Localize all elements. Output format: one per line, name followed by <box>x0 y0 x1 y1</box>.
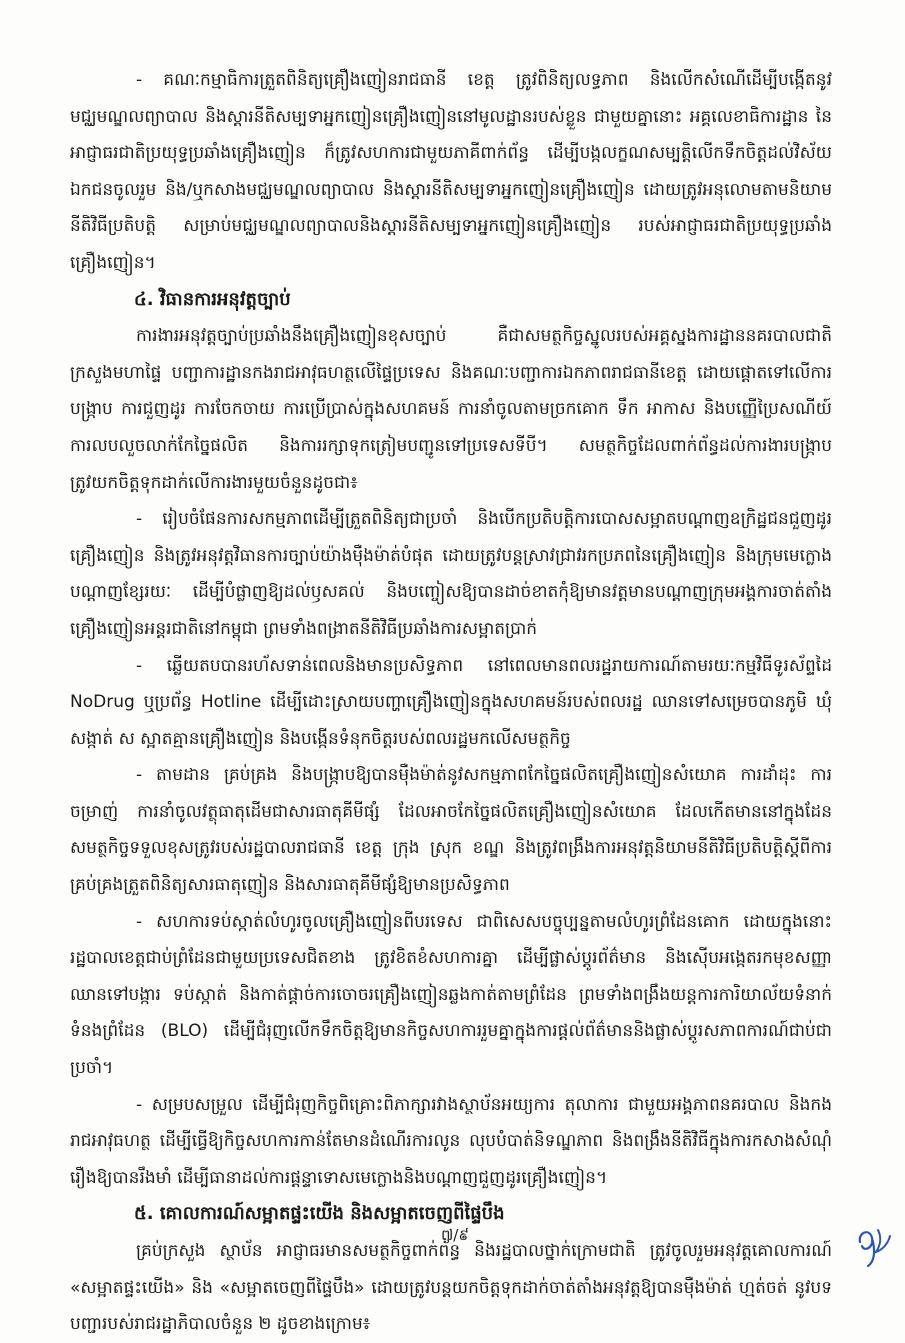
paragraph-committee-treatment: - គណៈកម្មាធិការត្រួតពិនិត្យគ្រឿងញៀនរាជធានី ខេត្ត ត្រូវពិនិត្យលទ្ធភាព និងលើកសំណើដើម្បីបង្កើតនូវមជ្ឈមណ្ឌលព្យាបាល និងស្តារនីតិសម្បទាអ្នកញៀនគ្រឿងញៀននៅមូលដ្ឋានរបស់ខ្លួន ជាមួយគ្នានោះ អគ្គលេខាធិការដ្ឋាន នៃអាជ្ញាធរជាតិប្រយុទ្ធប្រឆាំងគ្រឿងញៀន ក៏ត្រូវសហការជាមួយភាគីពាក់ព័ន្ធ ដើម្បីបង្កលក្ខណសម្បត្តិលើកទឹកចិត្តដល់វិស័យឯកជនចូលរួម និង/ឬកសាងមជ្ឈមណ្ឌលព្យាបាល និងស្តារនីតិសម្បទាអ្នកញៀនគ្រឿងញៀន ដោយត្រូវអនុលោមតាមនិយាមនីតិវិធីប្រតិបត្តិ សម្រាប់មជ្ឈមណ្ឌលព្យាបាលនិងស្តារនីតិសម្បទាអ្នកញៀនគ្រឿងញៀន របស់អាជ្ញាធរជាតិប្រយុទ្ធប្រឆាំងគ្រឿងញៀន។ <box>70 70 832 273</box>
paragraph-action-plan: - រៀបចំផែនការសកម្មភាពដើម្បីត្រួតពិនិត្យជាប្រចាំ និងបើកប្រតិបត្តិការបោសសម្អាតបណ្តាញឧក្រិដ្ឋជនជួញដូរគ្រឿងញៀន និងត្រូវអនុវត្តវិធានការច្បាប់យ៉ាងម៉ឺងម៉ាត់បំផុត ដោយត្រូវបន្តស្រាវជ្រាវរកប្រភពនៃគ្រឿងញៀន និងក្រុមមេក្លោង បណ្តាញខ្សែរយៈ ដើម្បីបំផ្លាញឱ្យដល់ឫសគល់ និងបញ្ចៀសឱ្យបានដាច់ខាតកុំឱ្យមានវត្តមានបណ្តាញក្រុមអង្គការចាត់តាំងគ្រឿងញៀនអន្តរជាតិនៅកម្ពុជា ព្រមទាំងពង្រាតនីតិវិធីប្រឆាំងការសម្អាតប្រាក់ <box>70 509 832 639</box>
paragraph-judicial-coordination: - សម្របសម្រួល ដើម្បីជំរុញកិច្ចពិគ្រោះពិភាក្សារវាងស្ថាប័នអយ្យការ តុលាការ ជាមួយអង្គភាពនគរបាល និងកងរាជអាវុធហត្ថ ដើម្បីធ្វើឱ្យកិច្ចសហការកាន់តែមានដំណើរការលូន លុបបំបាត់និទណ្ឌភាព និងពង្រឹងនីតិវិធីក្នុងការកសាងសំណុំរឿងឱ្យបានរឹងមាំ ដើម្បីធានាដល់ការផ្តន្ទាទោសមេក្លោងនិងបណ្តាញជួញដូរគ្រឿងញៀន។ <box>70 1094 832 1188</box>
paragraph-clean-principles: គ្រប់ក្រសួង ស្ថាប័ន អាជ្ញាធរមានសមត្ថកិច្ចពាក់ព័ន្ធ និងរដ្ឋបាលថ្នាក់ក្រោមជាតិ ត្រូវចូលរួមអនុវត្តគោលការណ៍ «សម្អាតផ្ទះយើង» និង «សម្អាតចេញពីផ្ទៃបឹង» ដោយត្រូវបន្តយកចិត្តទុកដាក់ចាត់តាំងអនុវត្តឱ្យបានម៉ឺងម៉ាត់ ហ្មត់ចត់ នូវបទបញ្ជារបស់រាជរដ្ឋាភិបាលចំនួន ២ ដូចខាងក្រោម៖ <box>70 1241 832 1335</box>
paragraph-border-cooperation: - សហការទប់ស្កាត់លំហូរចូលគ្រឿងញៀនពីបរទេស ជាពិសេសបច្ចុប្បន្នតាមលំហូរព្រំដែនគោក ដោយក្នុងនោះ រដ្ឋបាលខេត្តជាប់ព្រំដែនជាមួយប្រទេសជិតខាង ត្រូវខិតខំសហការគ្នា ដើម្បីផ្លាស់ប្តូរព័ត៌មាន និងស៊ើបអង្កេតរកមុខសញ្ញា ឈានទៅបង្ការ ទប់ស្កាត់ និងកាត់ផ្តាច់ការចោចរគ្រឿងញៀនឆ្លងកាត់តាមព្រំដែន ព្រមទាំងពង្រឹងយន្តការការិយាល័យទំនាក់ទំនងព្រំដែន (BLO) ដើម្បីជំរុញលើកទឹកចិត្តឱ្យមានកិច្ចសហការរួមគ្នាក្នុងការផ្តល់ព័ត៌មាននិងផ្លាស់ប្តូរសភាពការណ៍ជាប់ជាប្រចាំ។ <box>70 911 832 1079</box>
document-body <box>70 62 832 1343</box>
paragraph-hotline-response: - ឆ្លើយតបបានរហ័សទាន់ពេលនិងមានប្រសិទ្ធភាព នៅពេលមានពលរដ្ឋរាយការណ៍តាមរយៈកម្មវិធីទូរស័ព្ទដៃ NoDrug ឬប្រព័ន្ធ Hotline ដើម្បីដោះស្រាយបញ្ហាគ្រឿងញៀនក្នុងសហគមន៍របស់ពលរដ្ឋ ឈានទៅសម្រេចបានភូមិ ឃុំសង្កាត់ ស ស្អាតគ្មានគ្រឿងញៀន និងបង្កើនទំនុកចិត្តរបស់ពលរដ្ឋមកលើសមត្ថកិច្ច <box>70 655 832 749</box>
handwritten-initial-icon <box>852 1222 896 1270</box>
paragraph-law-enforcement-intro: ការងារអនុវត្តច្បាប់ប្រឆាំងនឹងគ្រឿងញៀនខុសច្បាប់ គឺជាសមត្ថកិច្ចស្នូលរបស់អគ្គស្នងការដ្ឋាននគរបាលជាតិ ក្រសួងមហាផ្ទៃ បញ្ជាការដ្ឋានកងរាជអាវុធហត្ថលើផ្ទៃប្រទេស និងគណៈបញ្ជាការឯកភាពរាជធានីខេត្ត ដោយផ្តោតទៅលើការបង្ក្រាប ការជួញដូរ ការចែកចាយ ការប្រើប្រាស់ក្នុងសហគមន៍ ការនាំចូលតាមច្រកគោក ទឹក អាកាស និងបញ្ញើប្រៃសណីយ៍ ការលបលួចលាក់កែច្នៃផលិត និងការរក្សាទុកត្រៀមបញ្ជូនទៅប្រទេសទីបី។ សមត្ថកិច្ចដែលពាក់ព័ន្ធដល់ការងារបង្ក្រាប ត្រូវយកចិត្តទុកដាក់លើការងារមួយចំនួនដូចជា៖ <box>70 326 832 493</box>
section-heading-4: ៤. វិធានការអនុវត្តច្បាប់ <box>134 288 291 310</box>
section-heading-5: ៥. គោលការណ៍សម្អាតផ្ទះយើង និងសម្អាតចេញពីផ្ទៃបឹង <box>134 1203 505 1225</box>
page-number: ៧/៩ <box>441 1226 469 1244</box>
paragraph-synthetic-production: - តាមដាន គ្រប់គ្រង និងបង្ក្រាបឱ្យបានម៉ឺងម៉ាត់នូវសកម្មភាពកែច្នៃផលិតគ្រឿងញៀនសំយោគ ការដាំដុះ ការចម្រាញ់ ការនាំចូលវត្ថុធាតុដើមជាសារធាតុគីមីផ្សំ ដែលអាចកែច្នៃផលិតគ្រឿងញៀនសំយោគ ដែលកើតមាននៅក្នុងដែនសមត្ថកិច្ចទទួលខុសត្រូវរបស់រដ្ឋបាលរាជធានី ខេត្ត ក្រុង ស្រុក ខណ្ឌ និងត្រូវពង្រឹងការអនុវត្តនិយាមនីតិវិធីប្រតិបត្តិស្តីពីការគ្រប់គ្រងត្រួតពិនិត្យសារធាតុញៀន និងសារធាតុគីមីផ្សំឱ្យមានប្រសិទ្ធភាព <box>70 765 832 896</box>
